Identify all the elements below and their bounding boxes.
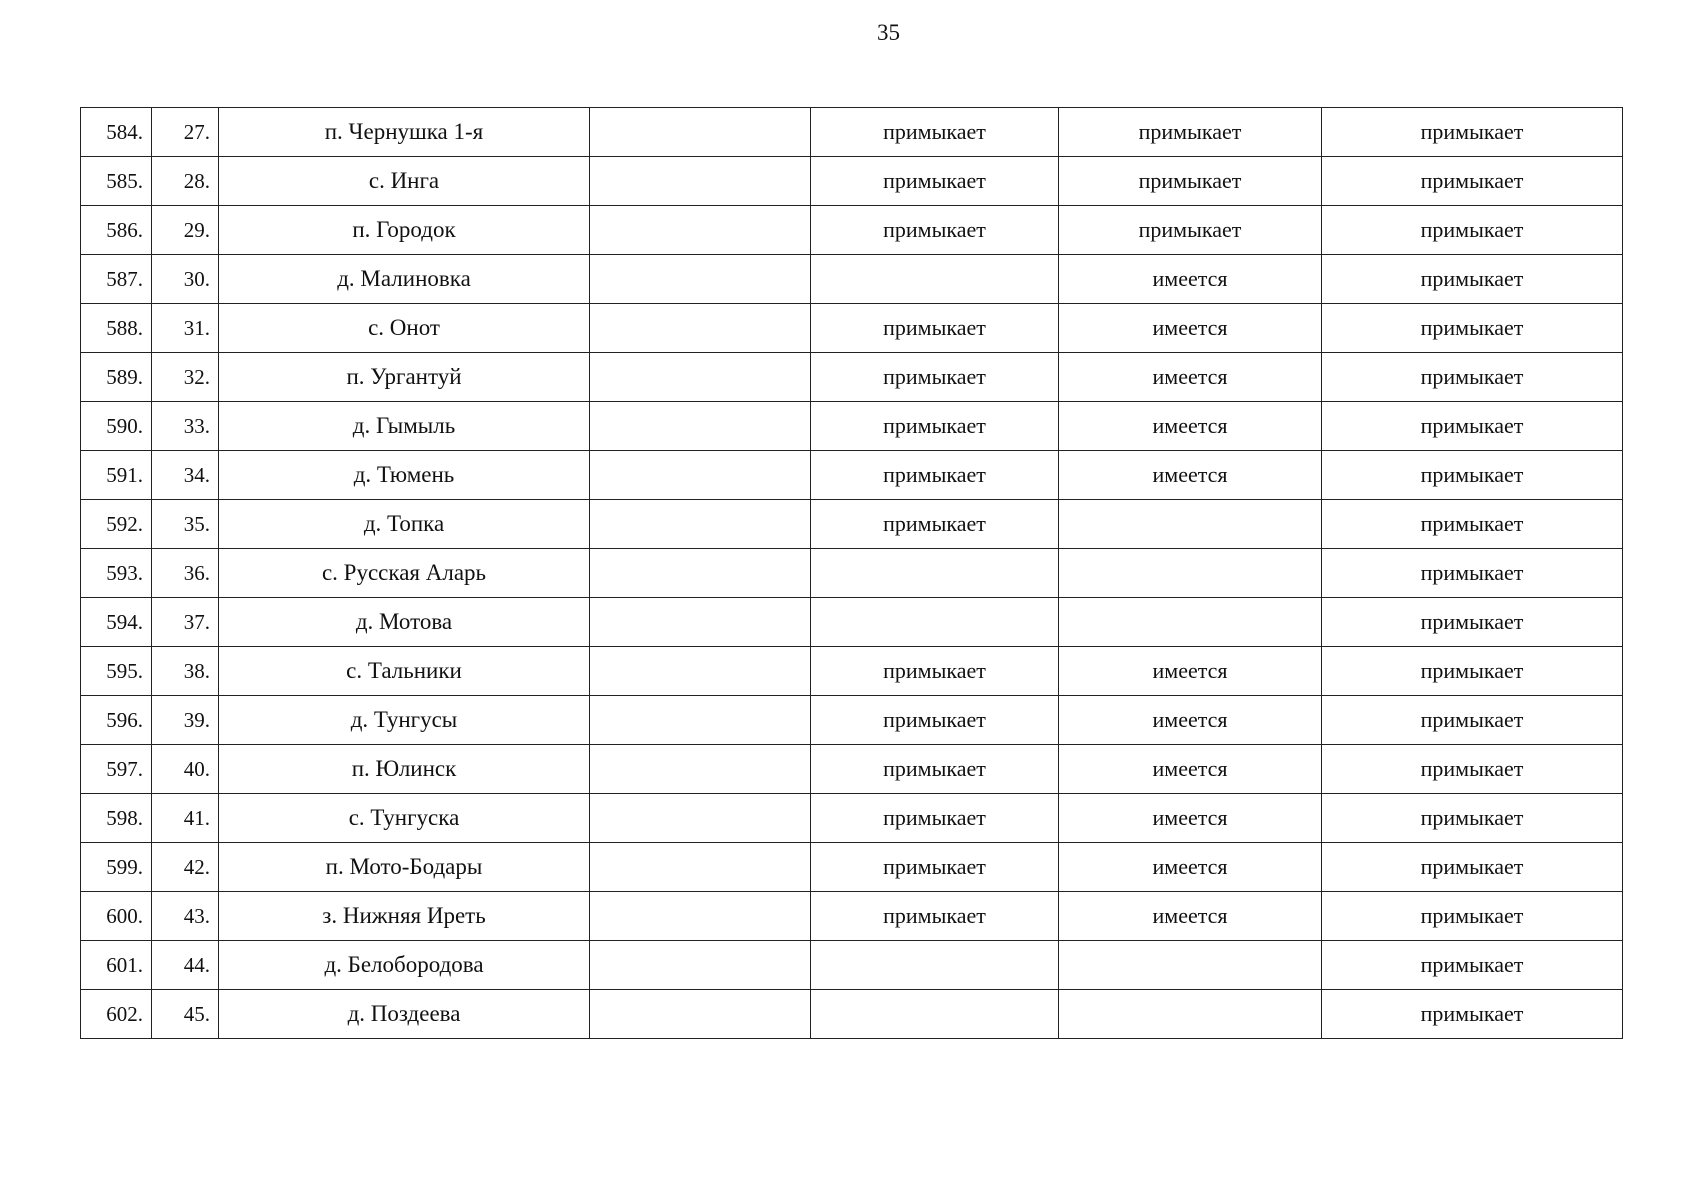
column-4-cell xyxy=(590,304,811,353)
settlement-name: п. Юлинск xyxy=(219,745,590,794)
row-global-number: 587. xyxy=(81,255,152,304)
column-7-cell: примыкает xyxy=(1322,598,1623,647)
row-global-number: 584. xyxy=(81,108,152,157)
row-local-number: 37. xyxy=(152,598,219,647)
column-6-cell xyxy=(1059,990,1322,1039)
settlement-name: д. Белобородова xyxy=(219,941,590,990)
column-7-cell: примыкает xyxy=(1322,500,1623,549)
row-local-number: 44. xyxy=(152,941,219,990)
column-4-cell xyxy=(590,451,811,500)
row-global-number: 597. xyxy=(81,745,152,794)
table-body xyxy=(81,108,1623,1039)
table-row xyxy=(81,157,1623,206)
column-6-cell: имеется xyxy=(1059,892,1322,941)
page-number-container xyxy=(0,20,1697,46)
column-6-cell xyxy=(1059,598,1322,647)
settlement-name: д. Тюмень xyxy=(219,451,590,500)
column-4-cell xyxy=(590,598,811,647)
column-4-cell xyxy=(590,647,811,696)
column-5-cell xyxy=(811,598,1059,647)
table-row xyxy=(81,500,1623,549)
column-4-cell xyxy=(590,696,811,745)
row-local-number: 28. xyxy=(152,157,219,206)
settlement-name: с. Тальники xyxy=(219,647,590,696)
page-number: 35 xyxy=(877,20,900,45)
table-row xyxy=(81,451,1623,500)
column-5-cell: примыкает xyxy=(811,206,1059,255)
column-5-cell: примыкает xyxy=(811,500,1059,549)
column-7-cell: примыкает xyxy=(1322,941,1623,990)
column-6-cell: имеется xyxy=(1059,745,1322,794)
row-global-number: 600. xyxy=(81,892,152,941)
column-4-cell xyxy=(590,353,811,402)
table-row xyxy=(81,598,1623,647)
settlement-name: с. Онот xyxy=(219,304,590,353)
row-global-number: 588. xyxy=(81,304,152,353)
column-4-cell xyxy=(590,990,811,1039)
column-5-cell xyxy=(811,255,1059,304)
column-7-cell: примыкает xyxy=(1322,549,1623,598)
settlement-name: д. Поздеева xyxy=(219,990,590,1039)
settlements-table xyxy=(80,107,1623,1039)
row-local-number: 36. xyxy=(152,549,219,598)
row-global-number: 592. xyxy=(81,500,152,549)
row-global-number: 585. xyxy=(81,157,152,206)
column-7-cell: примыкает xyxy=(1322,353,1623,402)
column-5-cell xyxy=(811,990,1059,1039)
column-6-cell: примыкает xyxy=(1059,108,1322,157)
table-row xyxy=(81,794,1623,843)
settlement-name: д. Гымыль xyxy=(219,402,590,451)
column-4-cell xyxy=(590,745,811,794)
row-local-number: 30. xyxy=(152,255,219,304)
column-7-cell: примыкает xyxy=(1322,157,1623,206)
table-row xyxy=(81,549,1623,598)
column-5-cell: примыкает xyxy=(811,892,1059,941)
row-global-number: 594. xyxy=(81,598,152,647)
table-row xyxy=(81,206,1623,255)
table-row xyxy=(81,990,1623,1039)
table-row xyxy=(81,941,1623,990)
column-5-cell: примыкает xyxy=(811,108,1059,157)
column-6-cell: примыкает xyxy=(1059,157,1322,206)
row-global-number: 595. xyxy=(81,647,152,696)
row-local-number: 41. xyxy=(152,794,219,843)
column-7-cell: примыкает xyxy=(1322,108,1623,157)
settlement-name: д. Тунгусы xyxy=(219,696,590,745)
column-6-cell: имеется xyxy=(1059,794,1322,843)
column-5-cell: примыкает xyxy=(811,647,1059,696)
column-7-cell: примыкает xyxy=(1322,451,1623,500)
row-global-number: 593. xyxy=(81,549,152,598)
table-row xyxy=(81,402,1623,451)
settlement-name: с. Русская Аларь xyxy=(219,549,590,598)
row-local-number: 29. xyxy=(152,206,219,255)
row-local-number: 40. xyxy=(152,745,219,794)
row-local-number: 32. xyxy=(152,353,219,402)
settlement-name: з. Нижняя Иреть xyxy=(219,892,590,941)
row-global-number: 589. xyxy=(81,353,152,402)
column-4-cell xyxy=(590,843,811,892)
settlement-name: с. Тунгуска xyxy=(219,794,590,843)
row-local-number: 31. xyxy=(152,304,219,353)
column-6-cell: имеется xyxy=(1059,304,1322,353)
table-row xyxy=(81,647,1623,696)
column-7-cell: примыкает xyxy=(1322,990,1623,1039)
table-row xyxy=(81,108,1623,157)
row-local-number: 39. xyxy=(152,696,219,745)
settlement-name: д. Топка xyxy=(219,500,590,549)
table-row xyxy=(81,745,1623,794)
column-6-cell xyxy=(1059,941,1322,990)
settlement-name: п. Городок xyxy=(219,206,590,255)
column-7-cell: примыкает xyxy=(1322,843,1623,892)
column-6-cell: имеется xyxy=(1059,843,1322,892)
column-7-cell: примыкает xyxy=(1322,402,1623,451)
table-row xyxy=(81,255,1623,304)
column-7-cell: примыкает xyxy=(1322,794,1623,843)
table-row xyxy=(81,892,1623,941)
column-5-cell: примыкает xyxy=(811,353,1059,402)
column-4-cell xyxy=(590,892,811,941)
column-6-cell: имеется xyxy=(1059,696,1322,745)
table-row xyxy=(81,304,1623,353)
row-local-number: 27. xyxy=(152,108,219,157)
row-global-number: 591. xyxy=(81,451,152,500)
row-local-number: 35. xyxy=(152,500,219,549)
column-7-cell: примыкает xyxy=(1322,696,1623,745)
column-5-cell xyxy=(811,549,1059,598)
column-4-cell xyxy=(590,941,811,990)
column-4-cell xyxy=(590,402,811,451)
settlement-name: д. Мотова xyxy=(219,598,590,647)
column-7-cell: примыкает xyxy=(1322,745,1623,794)
column-7-cell: примыкает xyxy=(1322,206,1623,255)
settlement-name: с. Инга xyxy=(219,157,590,206)
table-row xyxy=(81,843,1623,892)
column-5-cell: примыкает xyxy=(811,745,1059,794)
settlement-name: п. Мото-Бодары xyxy=(219,843,590,892)
settlement-name: п. Чернушка 1-я xyxy=(219,108,590,157)
settlement-name: д. Малиновка xyxy=(219,255,590,304)
column-4-cell xyxy=(590,157,811,206)
column-6-cell: имеется xyxy=(1059,353,1322,402)
column-7-cell: примыкает xyxy=(1322,647,1623,696)
row-global-number: 599. xyxy=(81,843,152,892)
row-global-number: 601. xyxy=(81,941,152,990)
column-6-cell xyxy=(1059,500,1322,549)
column-5-cell: примыкает xyxy=(811,157,1059,206)
row-global-number: 590. xyxy=(81,402,152,451)
row-global-number: 596. xyxy=(81,696,152,745)
column-6-cell: примыкает xyxy=(1059,206,1322,255)
column-4-cell xyxy=(590,500,811,549)
row-local-number: 45. xyxy=(152,990,219,1039)
column-5-cell: примыкает xyxy=(811,402,1059,451)
table-row xyxy=(81,696,1623,745)
row-local-number: 43. xyxy=(152,892,219,941)
row-local-number: 42. xyxy=(152,843,219,892)
column-4-cell xyxy=(590,549,811,598)
column-5-cell: примыкает xyxy=(811,304,1059,353)
column-5-cell: примыкает xyxy=(811,794,1059,843)
row-global-number: 602. xyxy=(81,990,152,1039)
column-6-cell xyxy=(1059,549,1322,598)
column-5-cell: примыкает xyxy=(811,451,1059,500)
column-7-cell: примыкает xyxy=(1322,892,1623,941)
row-local-number: 33. xyxy=(152,402,219,451)
column-4-cell xyxy=(590,206,811,255)
column-5-cell: примыкает xyxy=(811,696,1059,745)
row-global-number: 586. xyxy=(81,206,152,255)
column-4-cell xyxy=(590,255,811,304)
column-7-cell: примыкает xyxy=(1322,255,1623,304)
row-global-number: 598. xyxy=(81,794,152,843)
settlement-name: п. Ургантуй xyxy=(219,353,590,402)
column-5-cell xyxy=(811,941,1059,990)
column-6-cell: имеется xyxy=(1059,647,1322,696)
column-6-cell: имеется xyxy=(1059,402,1322,451)
row-local-number: 34. xyxy=(152,451,219,500)
column-6-cell: имеется xyxy=(1059,255,1322,304)
row-local-number: 38. xyxy=(152,647,219,696)
column-5-cell: примыкает xyxy=(811,843,1059,892)
column-6-cell: имеется xyxy=(1059,451,1322,500)
column-7-cell: примыкает xyxy=(1322,304,1623,353)
table-row xyxy=(81,353,1623,402)
column-4-cell xyxy=(590,794,811,843)
column-4-cell xyxy=(590,108,811,157)
